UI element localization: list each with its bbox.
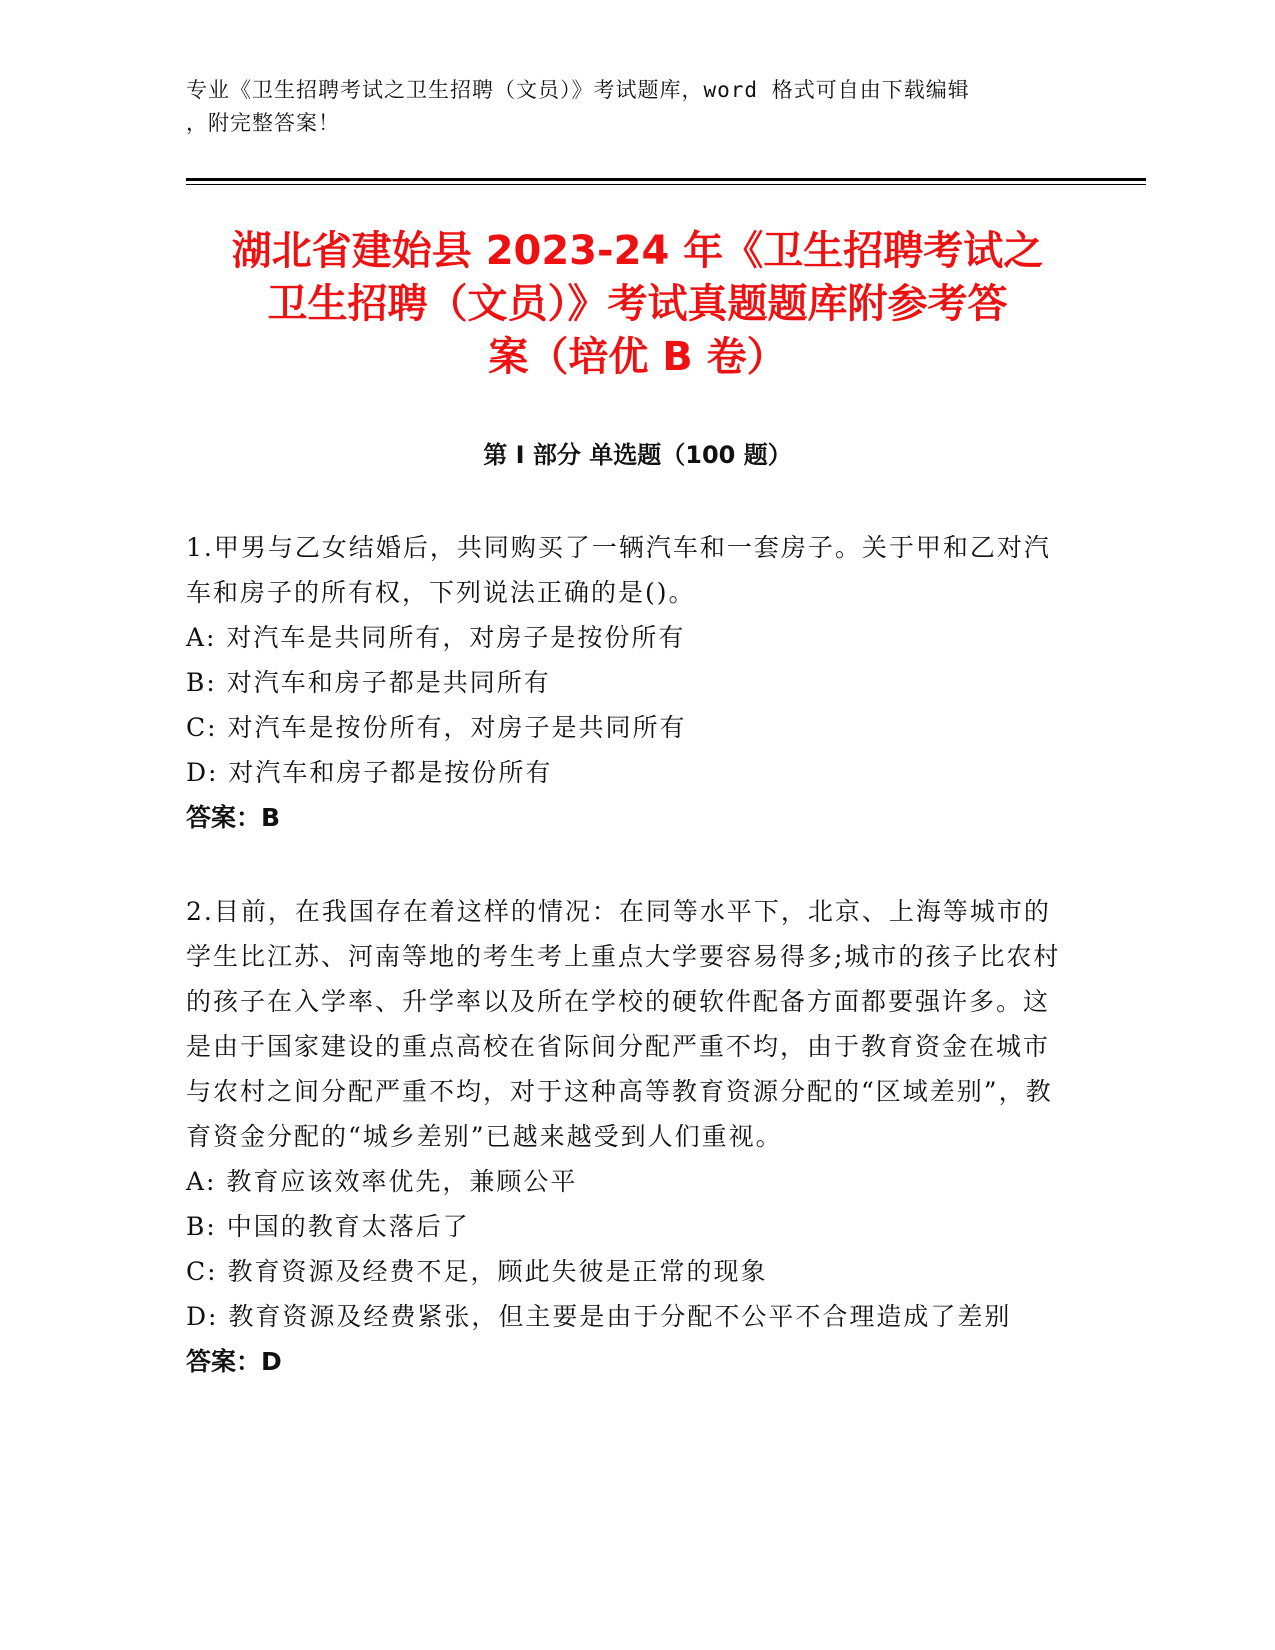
option-a: A: 对汽车是共同所有，对房子是按份所有 [186,623,686,652]
option-b: B: 中国的教育太落后了 [186,1212,470,1241]
question-1 [186,525,1076,840]
option-c: C: 教育资源及经费不足，顾此失彼是正常的现象 [186,1257,768,1286]
option-d: D: 对汽车和房子都是按份所有 [186,758,553,787]
header-line-1: 专业《卫生招聘考试之卫生招聘（文员）》考试题库，word 格式可自由下载编辑 [186,78,970,102]
question-2 [186,889,1076,1384]
title-line-1: 湖北省建始县 2023-24 年《卫生招聘考试之 [231,228,1044,274]
header-line-2: ，附完整答案！ [186,111,340,135]
answer-label: 答案：B [186,803,281,832]
page-header [186,74,1086,140]
header-rule-thick [186,178,1146,181]
section-heading: 第 I 部分 单选题（100 题） [483,441,792,469]
option-c: C: 对汽车是按份所有，对房子是共同所有 [186,713,687,742]
title-line-3: 案（培优 B 卷） [488,334,787,380]
header-rule-thin [186,184,1146,185]
answer-label: 答案：D [186,1347,282,1376]
question-stem: 2.目前，在我国存在着这样的情况：在同等水平下，北京、上海等城市的学生比江苏、河南等地的考生考上重点大学要容易得多;城市的孩子比农村的孩子在入学率、升学率以及所在学校的硬软件配备方面都要强许多。这是由于国家建设的重点高校在省际间分配严重不均，由于教育资金在城市与农村之间分配严重不均，对于这种高等教育资源分配的“区域差别”，教育资金分配的“城乡差别”已越来越受到人们重视。 [186,897,1061,1151]
option-b: B: 对汽车和房子都是共同所有 [186,668,551,697]
option-d: D: 教育资源及经费紧张，但主要是由于分配不公平不合理造成了差别 [186,1302,1012,1331]
question-stem: 1.甲男与乙女结婚后，共同购买了一辆汽车和一套房子。关于甲和乙对汽车和房子的所有权，下列说法正确的是()。 [186,533,1051,607]
title-line-2: 卫生招聘（文员）》考试真题题库附参考答 [267,281,1008,327]
document-title [160,225,1115,384]
option-a: A: 教育应该效率优先，兼顾公平 [186,1167,578,1196]
